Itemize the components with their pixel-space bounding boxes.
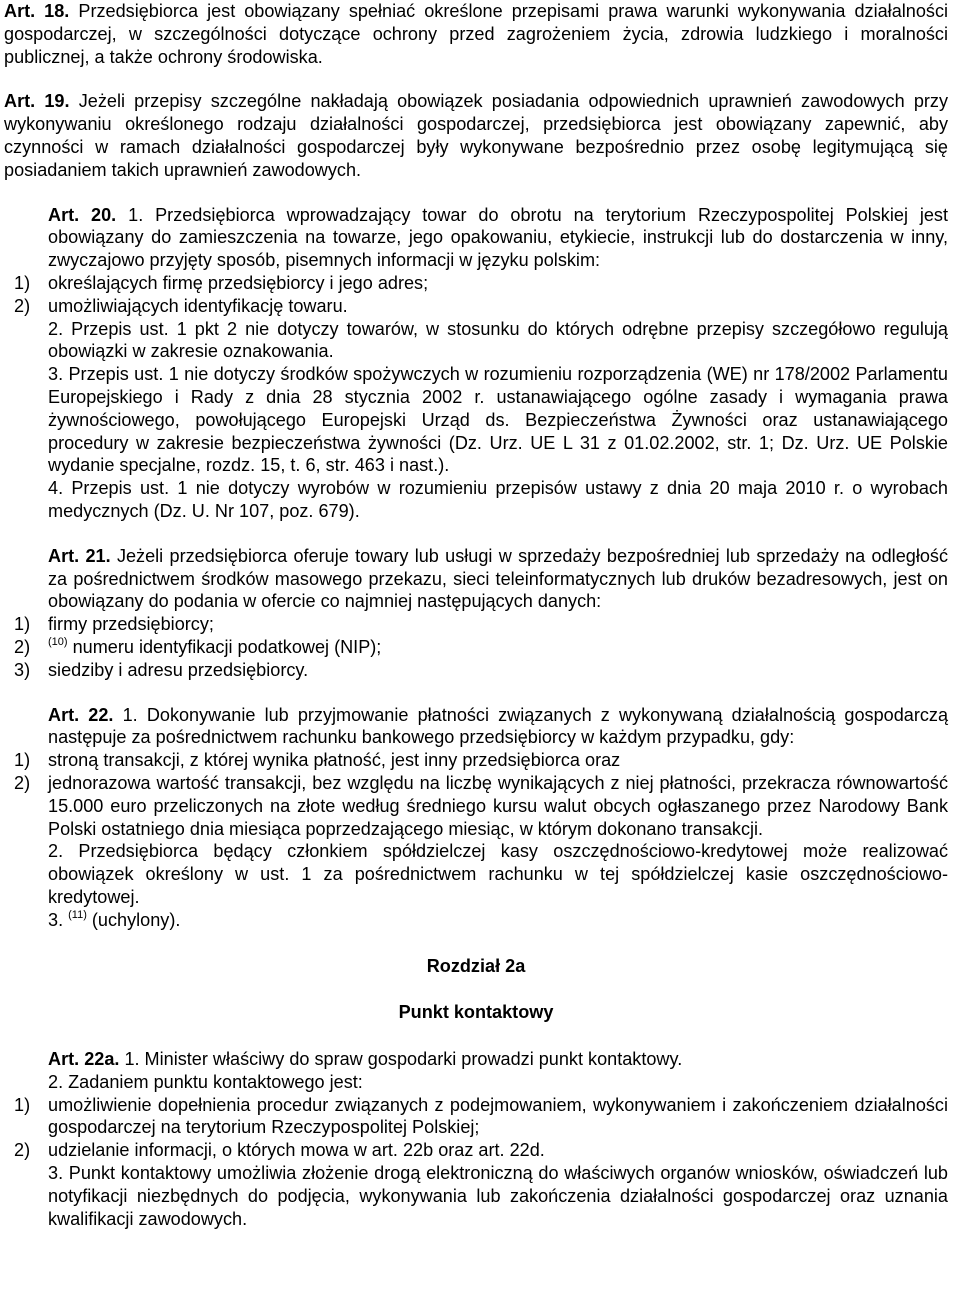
- list-item-number: 1): [14, 750, 31, 771]
- article-22-para-3-text: (uchylony).: [91, 909, 181, 930]
- footnote-ref-10: (10): [48, 635, 68, 648]
- article-22a-label: Art. 22a.: [48, 1049, 120, 1070]
- article-20: [4, 204, 948, 523]
- list-item: [4, 295, 948, 318]
- article-19-label: Art. 19.: [4, 91, 70, 112]
- list-item: [4, 272, 948, 295]
- article-20-para-1-text: 1. Przedsiębiorca wprowadzający towar do obrotu na terytorium Rzeczypospolitej Polskiej jest obowiązany do zamieszczenia na towarze, jego opakowaniu, etykiecie, instrukcji lub do dostarczenia w inny, zwyczajowo przyjęty sposób, pisemnych informacji w języku polskim:: [48, 204, 949, 271]
- article-18-label: Art. 18.: [4, 1, 70, 21]
- article-22-para-1-text: 1. Dokonywanie lub przyjmowanie płatności związanych z wykonywaną działalnością gospodarczą następuje za pośrednictwem rachunku bankowego przedsiębiorcy w każdym przypadku, gdy:: [48, 704, 949, 748]
- article-18-text: Przedsiębiorca jest obowiązany spełniać określone przepisami prawa warunki wykonywania działalności gospodarczej, w szczególności dotyczące ochrony przed zagrożeniem życia, zdrowia ludzkiego i moralności publicznej, a także ochrony środowiska.: [4, 1, 949, 67]
- article-18: [4, 0, 948, 68]
- article-21-label: Art. 21.: [48, 545, 111, 566]
- list-item-number: 3): [14, 659, 31, 680]
- list-item-number: 2): [14, 295, 31, 316]
- list-item: [4, 659, 948, 682]
- chapter-title: Punkt kontaktowy: [398, 1002, 554, 1023]
- article-21-text: Jeżeli przedsiębiorca oferuje towary lub usługi w sprzedaży bezpośredniej lub sprzedaży na odległość za pośrednictwem środków masowego przekazu, sieci teleinformatycznych lub druków bezadresowych, jest on obowiązany do podania w ofercie co najmniej następujących danych:: [48, 545, 948, 612]
- article-22a-para-1: [4, 1048, 948, 1071]
- list-item-text: jednorazowa wartość transakcji, bez względu na liczbę wynikających z niej płatności, przekracza równowartość 15.000 euro przeliczonych na złote według średniego kursu walut obcych ogłaszanego przez Narodowy Bank Polski ostatniego dnia miesiąca poprzedzającego miesiąc, w którym dokonano transakcji.: [48, 772, 948, 839]
- list-item-number: 1): [14, 1094, 31, 1115]
- article-22-para-3-number: 3.: [48, 909, 64, 930]
- article-22-label: Art. 22.: [48, 704, 114, 725]
- article-20-para-1: [4, 204, 948, 272]
- list-item-number: 1): [14, 614, 31, 635]
- list-item-text: udzielanie informacji, o których mowa w art. 22b oraz art. 22d.: [48, 1140, 545, 1161]
- list-item-text: siedziby i adresu przedsiębiorcy.: [48, 659, 309, 680]
- list-item-text: umożliwienie dopełnienia procedur związanych z podejmowaniem, wykonywaniem i zakończeniem działalności gospodarczej na terytorium Rzeczypospolitej Polskiej;: [48, 1094, 948, 1138]
- article-21-intro: [4, 545, 948, 613]
- chapter-label: Rozdział 2a: [426, 956, 526, 977]
- article-22-para-1: [4, 704, 948, 750]
- list-item-text: stroną transakcji, z której wynika płatność, jest inny przedsiębiorca oraz: [48, 750, 621, 771]
- list-item-number: 2): [14, 1140, 31, 1161]
- article-20-para-2: 2. Przepis ust. 1 pkt 2 nie dotyczy towarów, w stosunku do których odrębne przepisy szczegółowo regulują obowiązki w zakresie oznakowania.: [48, 318, 948, 362]
- list-item-number: 1): [14, 272, 31, 293]
- article-20-label: Art. 20.: [48, 204, 117, 225]
- article-22a: [4, 1048, 948, 1230]
- list-item: [4, 636, 948, 659]
- article-22-para-3: [4, 909, 948, 932]
- list-item: [4, 772, 948, 840]
- article-22a-para-2: 2. Zadaniem punktu kontaktowego jest:: [48, 1071, 363, 1092]
- article-21: [4, 545, 948, 682]
- article-19: [4, 90, 948, 181]
- list-item-text: [48, 636, 948, 659]
- article-20-para-3: 3. Przepis ust. 1 nie dotyczy środków spożywczych w rozumieniu rozporządzenia (WE) nr 178/2002 Parlamentu Europejskiego i Rady z dnia 28 stycznia 2002 r. ustanawiającego ogólne zasady i wymagania prawa żywnościowego, powołującego Europejski Urząd ds. Bezpieczeństwa Żywności oraz ustanawiającego procedury w zakresie bezpieczeństwa żywności (Dz. Urz. UE L 31 z 01.02.2002, str. 1; Dz. Urz. UE Polskie wydanie specjalne, rozdz. 15, t. 6, str. 463 i nast.).: [48, 364, 948, 476]
- article-22a-para-1-text: 1. Minister właściwy do spraw gospodarki prowadzi punkt kontaktowy.: [124, 1049, 683, 1070]
- list-item: [4, 749, 948, 772]
- article-22-para-2: 2. Przedsiębiorca będący członkiem spółdzielczej kasy oszczędnościowo-kredytowej może realizować obowiązek określony w ust. 1 za pośrednictwem rachunku w tej spółdzielczej kasie oszczędnościowo-kredytowej.: [48, 841, 948, 907]
- list-item: [4, 1139, 948, 1162]
- article-22a-para-3: 3. Punkt kontaktowy umożliwia złożenie drogą elektroniczną do właściwych organów wniosków, oświadczeń lub notyfikacji niezbędnych do podjęcia, wykonywania lub zakończenia działalności gospodarczej oraz uznania kwalifikacji zawodowych.: [48, 1163, 948, 1229]
- list-item: [4, 613, 948, 636]
- footnote-ref-11: (11): [68, 908, 87, 921]
- list-item-text-body: numeru identyfikacji podatkowej (NIP);: [72, 636, 382, 657]
- list-item: [4, 1094, 948, 1140]
- list-item-text: firmy przedsiębiorcy;: [48, 614, 214, 635]
- list-item-text: określających firmę przedsiębiorcy i jego adres;: [48, 272, 429, 293]
- list-item-number: 2): [14, 772, 31, 793]
- article-19-text: Jeżeli przepisy szczególne nakładają obowiązek posiadania odpowiednich uprawnień zawodowych przy wykonywaniu określonego rodzaju działalności gospodarczej, przedsiębiorca jest obowiązany zapewnić, aby czynności w ramach działalności gospodarczej były wykonywane bezpośrednio przez osobę legitymującą się posiadaniem takich uprawnień zawodowych.: [4, 91, 949, 180]
- list-item-text: umożliwiających identyfikację towaru.: [48, 295, 348, 316]
- article-20-para-4: 4. Przepis ust. 1 nie dotyczy wyrobów w rozumieniu przepisów ustawy z dnia 20 maja 2010 r. o wyrobach medycznych (Dz. U. Nr 107, poz. 679).: [48, 478, 948, 521]
- list-item-number: 2): [14, 636, 31, 657]
- article-22: [4, 704, 948, 932]
